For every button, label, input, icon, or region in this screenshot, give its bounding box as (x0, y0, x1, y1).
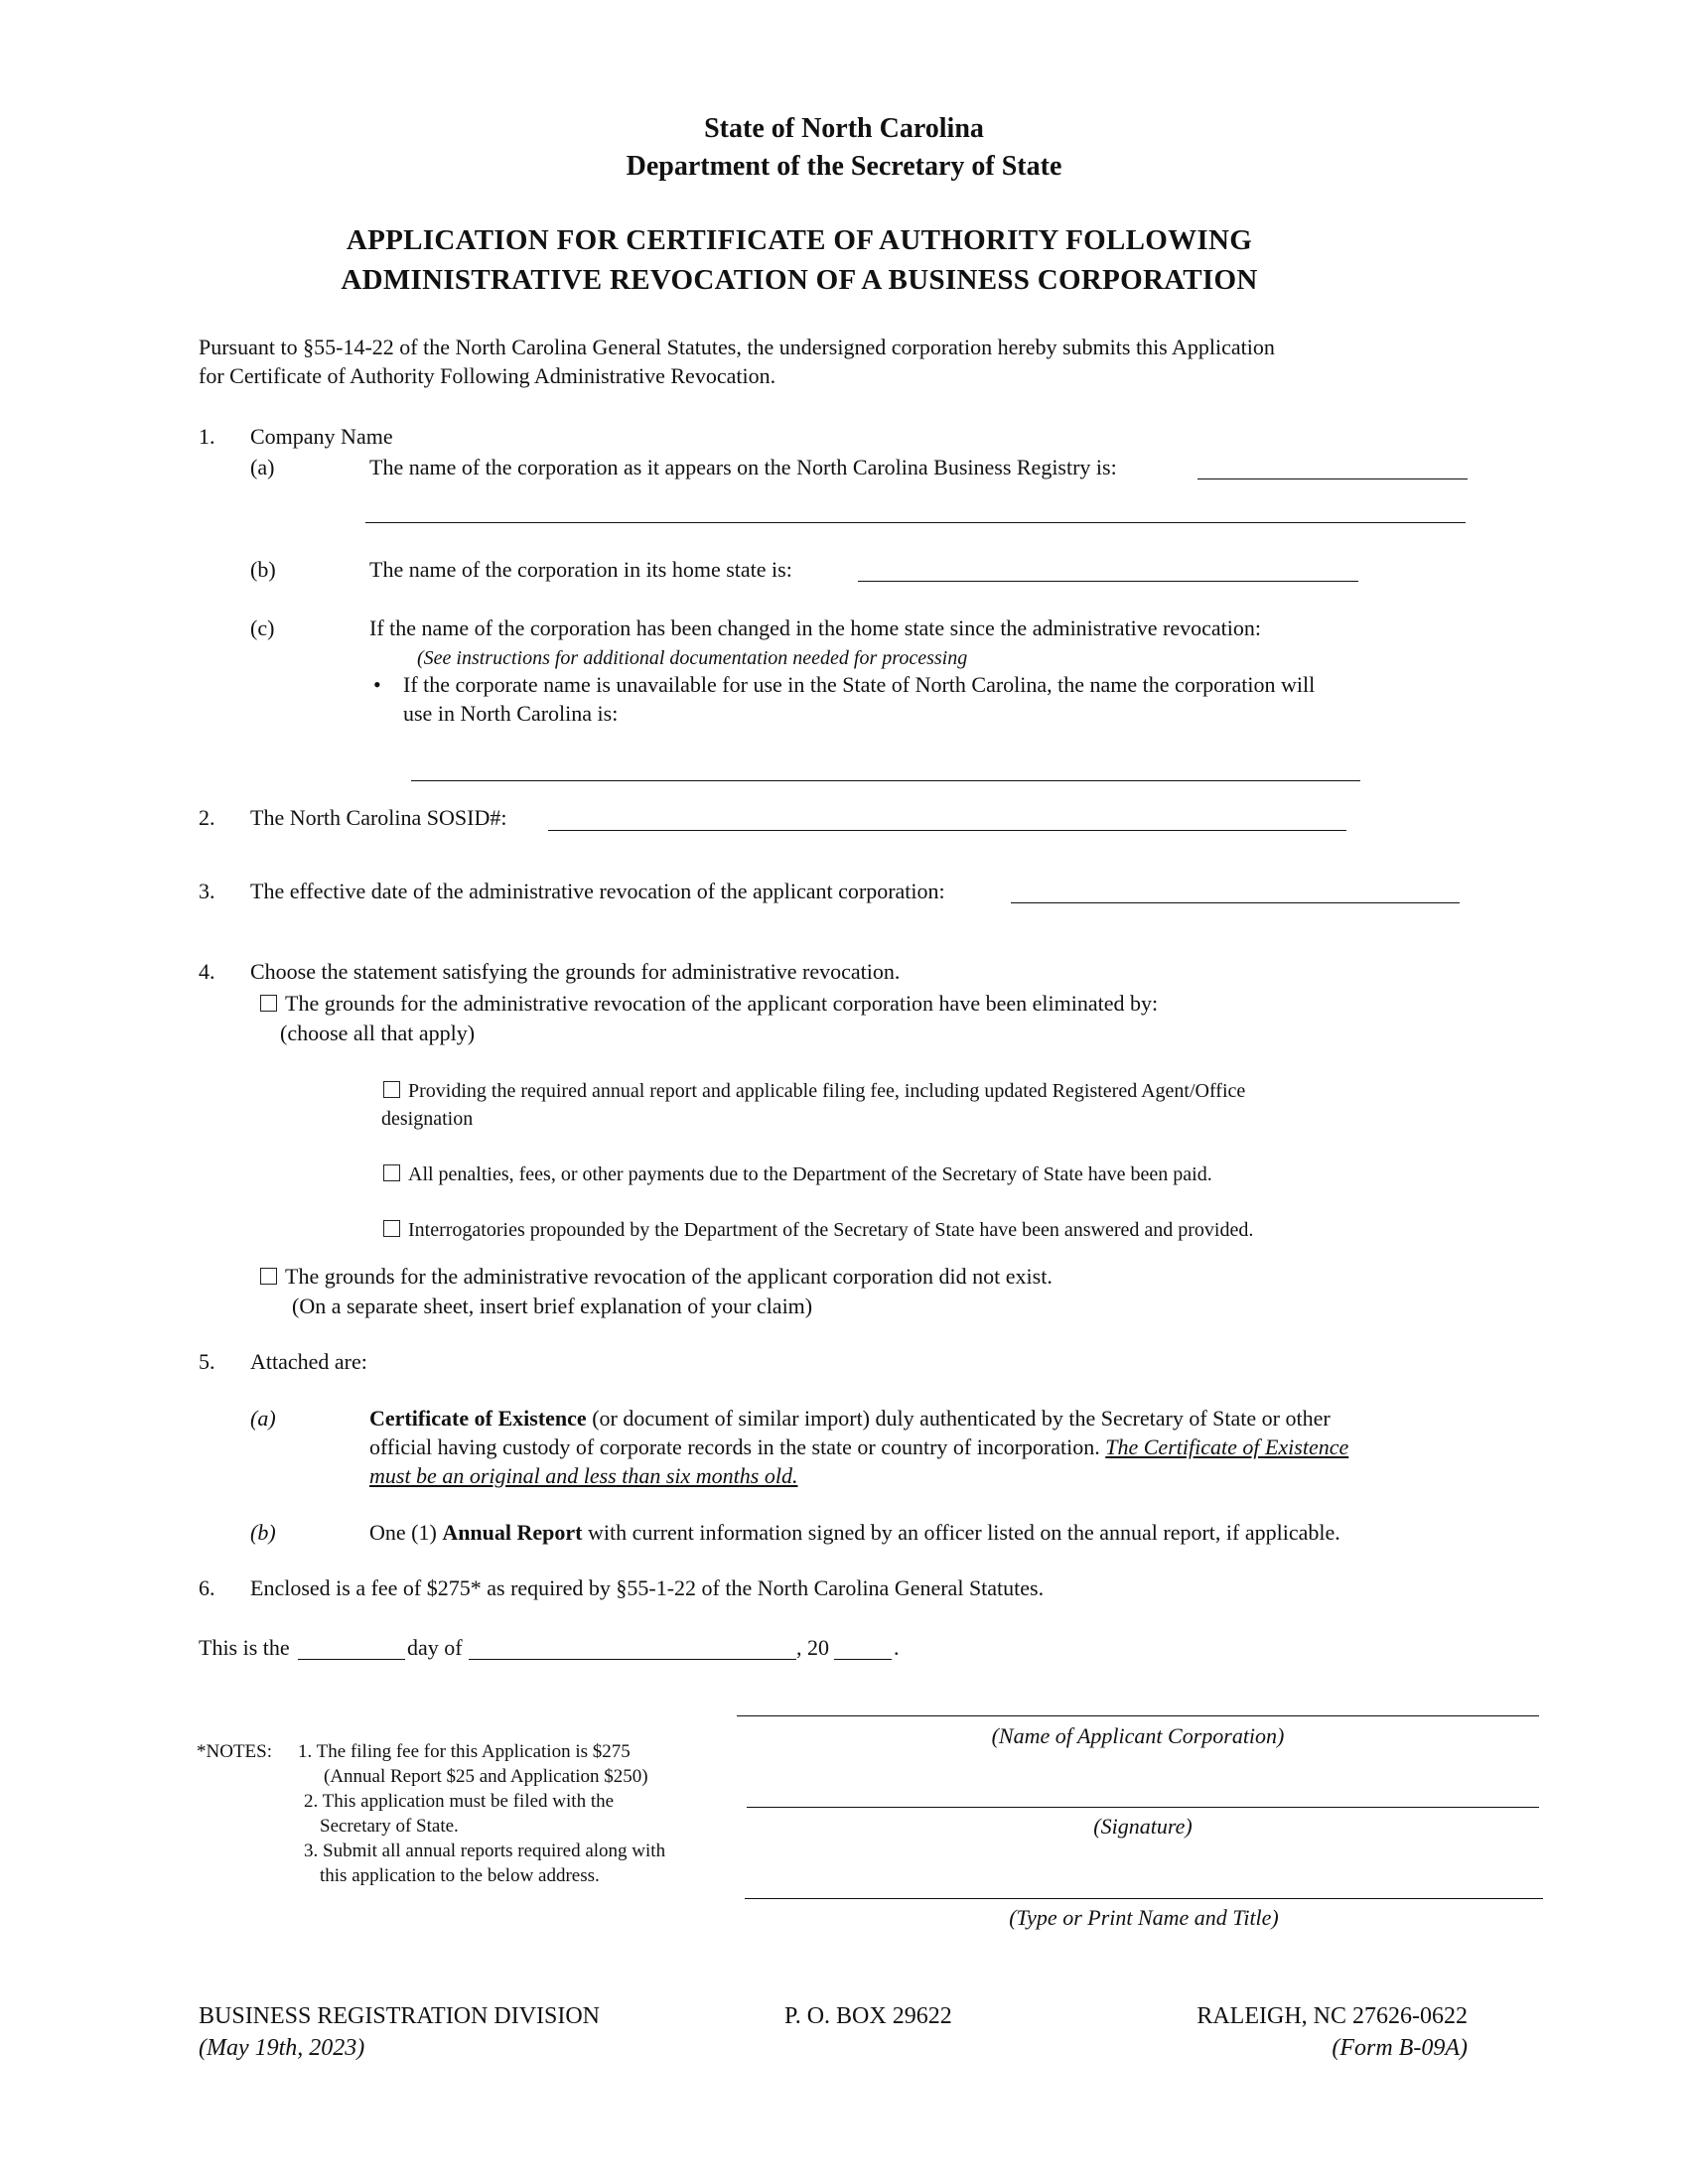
note1-line1: 1. The filing fee for this Application is $275 (298, 1741, 631, 1762)
footer-division: BUSINESS REGISTRATION DIVISION (199, 2003, 601, 2029)
item1-number: 1. (199, 424, 215, 449)
year-field-line[interactable] (834, 1659, 892, 1660)
item5a-line2-text: official having custody of corporate records in the state or country of incorporation. (369, 1434, 1106, 1459)
item5b-pre: One (1) (369, 1520, 443, 1545)
item5-number: 5. (199, 1349, 215, 1374)
item5a-line2-underlined: The Certificate of Existence (1105, 1434, 1349, 1459)
item1c-bullet-line2: use in North Carolina is: (403, 701, 619, 726)
sub-option-interrogatories[interactable] (383, 1217, 1253, 1243)
form-title-line2: ADMINISTRATIVE REVOCATION OF A BUSINESS CORPORATION (341, 264, 1258, 296)
intro-line2: for Certificate of Authority Following Administrative Revocation. (199, 363, 776, 388)
item6-number: 6. (199, 1575, 215, 1600)
item2-number: 2. (199, 805, 215, 830)
sub-option-annual-report-text: Providing the required annual report and applicable filing fee, including updated Registered Agent/Office (408, 1080, 1246, 1102)
month-field-line[interactable] (469, 1659, 796, 1660)
header-department: Department of the Secretary of State (626, 151, 1062, 182)
sub-option-penalties-checkbox[interactable] (383, 1164, 400, 1181)
item1a-field-line1[interactable] (1197, 478, 1468, 479)
sub-option-annual-report[interactable] (383, 1078, 1245, 1104)
form-title-line1: APPLICATION FOR CERTIFICATE OF AUTHORITY FOLLOWING (346, 224, 1253, 256)
item5a-line3: must be an original and less than six months old. (369, 1463, 798, 1488)
print-name-title-line[interactable] (745, 1898, 1543, 1899)
option-eliminated[interactable] (260, 990, 1158, 1018)
option-did-not-exist[interactable] (260, 1263, 1053, 1291)
item2-text: The North Carolina SOSID#: (250, 805, 507, 830)
signature-line[interactable] (747, 1807, 1539, 1808)
item1c-label: (c) (250, 615, 275, 640)
item1c-text: If the name of the corporation has been changed in the home state since the administrative revocation: (369, 615, 1262, 640)
sub-option-penalties-text: All penalties, fees, or other payments due to the Department of the Secretary of State have been paid. (408, 1163, 1212, 1185)
option-did-not-exist-note: (On a separate sheet, insert brief explanation of your claim) (292, 1294, 813, 1318)
option-eliminated-checkbox[interactable] (260, 995, 277, 1012)
intro-line1: Pursuant to §55-14-22 of the North Carolina General Statutes, the undersigned corporation hereby submits this Application (199, 335, 1275, 359)
item5b-rest: with current information signed by an officer listed on the annual report, if applicable. (582, 1520, 1340, 1545)
print-name-title-caption: (Type or Print Name and Title) (1009, 1905, 1279, 1930)
date-end: . (894, 1635, 900, 1660)
item1c-note: (See instructions for additional documentation needed for processing (417, 647, 968, 669)
option-did-not-exist-checkbox[interactable] (260, 1268, 277, 1285)
note3-line1: 3. Submit all annual reports required along with (304, 1841, 666, 1861)
day-field-line[interactable] (298, 1659, 405, 1660)
item1b-text: The name of the corporation in its home state is: (369, 557, 792, 582)
footer-form-number: (Form B-09A) (1332, 2035, 1468, 2061)
option-eliminated-note: (choose all that apply) (280, 1021, 476, 1045)
item1c-bullet-line1: If the corporate name is unavailable for use in the State of North Carolina, the name the corporation will (403, 672, 1316, 697)
revocation-date-field-line[interactable] (1011, 902, 1460, 903)
sub-option-penalties[interactable] (383, 1161, 1212, 1187)
item4-number: 4. (199, 959, 215, 984)
item1a-field-line2[interactable] (365, 522, 1466, 523)
sub-option-annual-report-checkbox[interactable] (383, 1081, 400, 1098)
header-state: State of North Carolina (704, 113, 984, 144)
item5b-label: (b) (250, 1520, 276, 1545)
item5a-line1 (369, 1405, 1331, 1433)
note1-line2: (Annual Report $25 and Application $250) (324, 1766, 648, 1787)
item3-number: 3. (199, 879, 215, 903)
footer-city: RALEIGH, NC 27626-0622 (1196, 2003, 1468, 2029)
item1b-field-line[interactable] (858, 581, 1358, 582)
item1b-label: (b) (250, 557, 276, 582)
date-middle: day of (407, 1635, 463, 1660)
item6-text: Enclosed is a fee of $275* as required by §55-1-22 of the North Carolina General Statutes. (250, 1575, 1045, 1600)
sub-option-annual-report-line2: designation (381, 1108, 474, 1130)
sub-option-interrogatories-text: Interrogatories propounded by the Department of the Secretary of State have been answered and provided. (408, 1219, 1254, 1241)
item5a-line2 (369, 1433, 1348, 1461)
item5b-text (369, 1519, 1340, 1547)
item5-heading: Attached are: (250, 1349, 367, 1374)
item5a-line1-rest: (or document of similar import) duly authenticated by the Secretary of State or other (586, 1406, 1331, 1431)
sub-option-interrogatories-checkbox[interactable] (383, 1220, 400, 1237)
footer-date: (May 19th, 2023) (199, 2035, 365, 2061)
option-did-not-exist-text: The grounds for the administrative revocation of the applicant corporation did not exist. (285, 1264, 1053, 1289)
item3-text: The effective date of the administrative revocation of the applicant corporation: (250, 879, 945, 903)
annual-report-label: Annual Report (442, 1520, 583, 1545)
notes-label: *NOTES: (197, 1741, 272, 1762)
certificate-of-existence-label: Certificate of Existence (369, 1406, 587, 1431)
item1a-text: The name of the corporation as it appears on the North Carolina Business Registry is: (369, 455, 1117, 479)
footer-pobox: P. O. BOX 29622 (784, 2003, 952, 2029)
item1-heading: Company Name (250, 424, 393, 449)
corporation-name-caption: (Name of Applicant Corporation) (991, 1723, 1285, 1748)
date-year-prefix: , 20 (796, 1635, 829, 1660)
note3-line2: this application to the below address. (320, 1865, 600, 1886)
option-eliminated-text: The grounds for the administrative revocation of the applicant corporation have been eliminated by: (285, 991, 1159, 1016)
item4-heading: Choose the statement satisfying the grounds for administrative revocation. (250, 959, 901, 984)
note2-line1: 2. This application must be filed with the (304, 1791, 615, 1812)
sosid-field-line[interactable] (548, 830, 1346, 831)
item1c-field-line[interactable] (411, 780, 1360, 781)
item1c-bullet: • (373, 672, 381, 697)
corporation-name-line[interactable] (737, 1715, 1539, 1716)
signature-caption: (Signature) (1093, 1814, 1193, 1839)
item5a-label: (a) (250, 1406, 276, 1431)
note2-line2: Secretary of State. (320, 1816, 459, 1837)
item1a-label: (a) (250, 455, 275, 479)
date-prefix: This is the (199, 1635, 290, 1660)
